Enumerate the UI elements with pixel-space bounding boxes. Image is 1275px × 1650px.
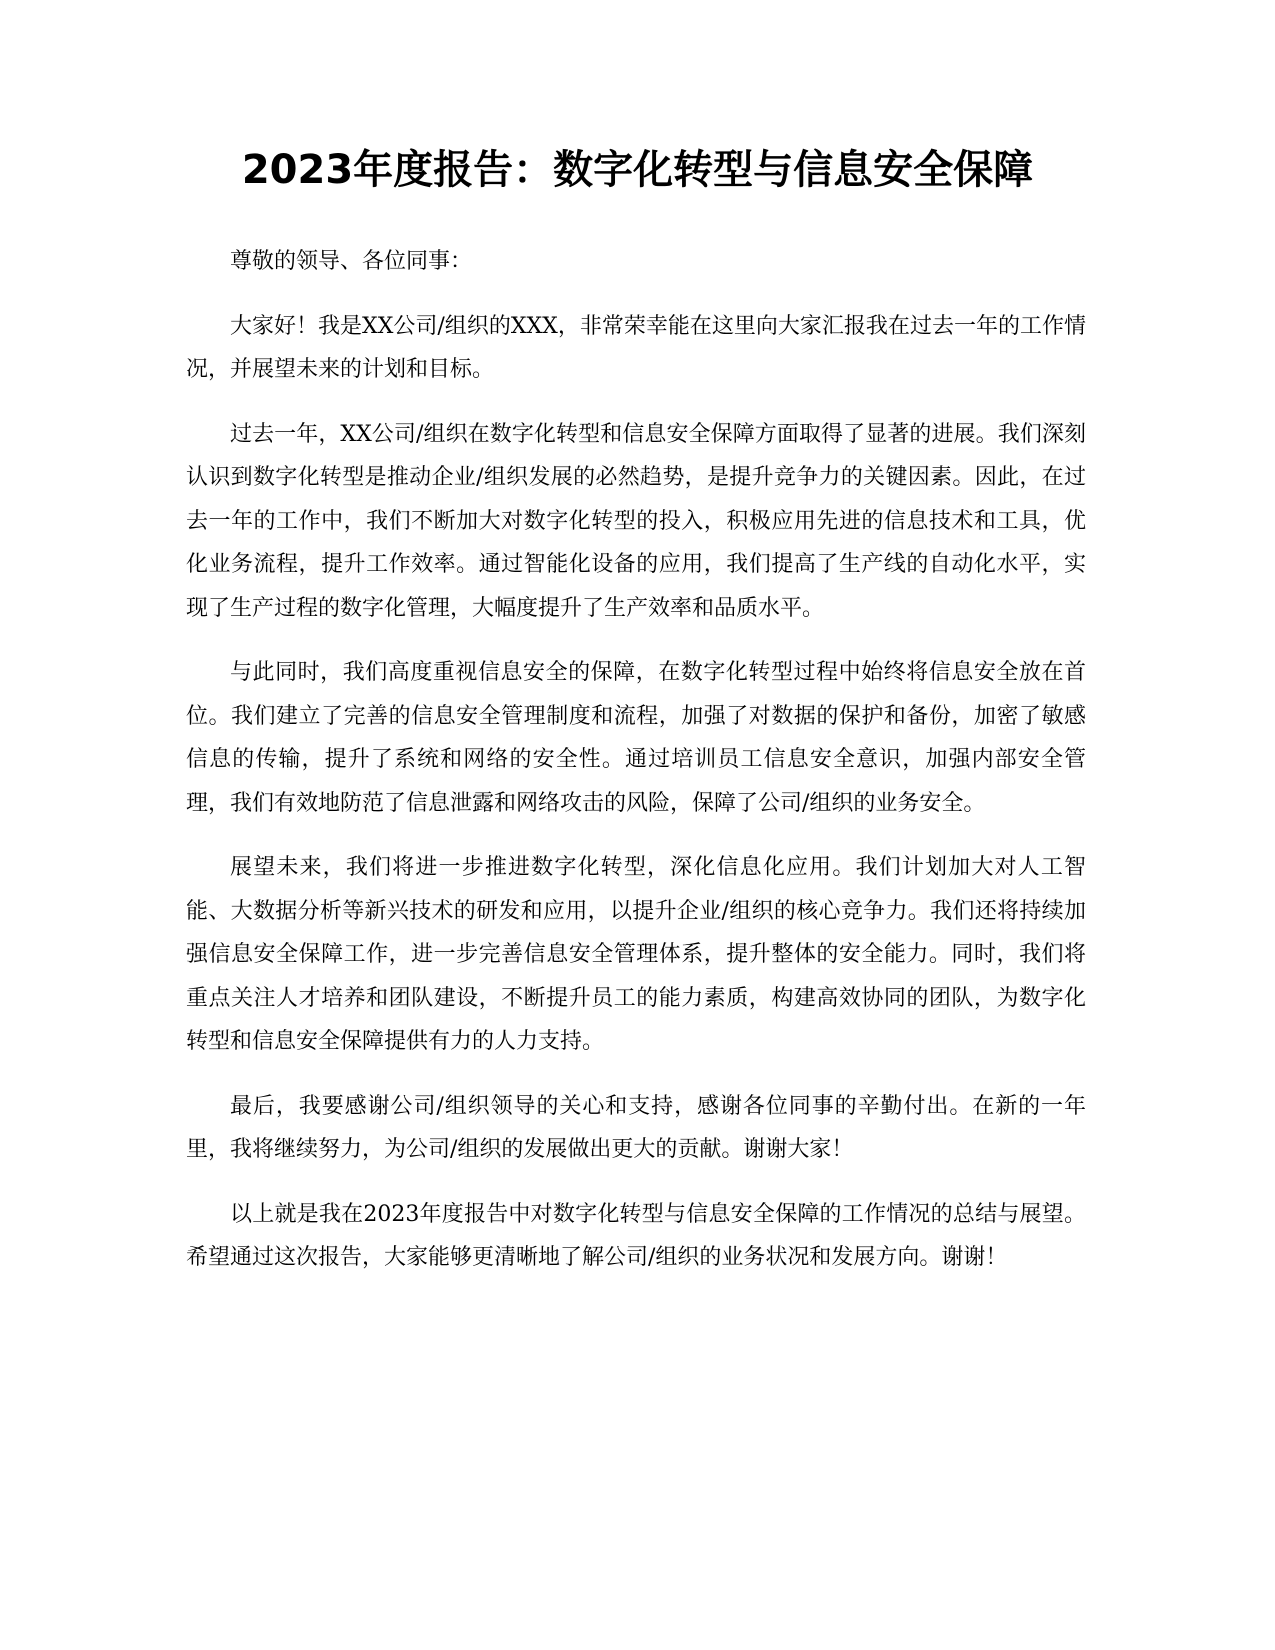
greeting-paragraph: 大家好！我是XX公司/组织的XXX，非常荣幸能在这里向大家汇报我在过去一年的工作情况，并展望未来的计划和目标。 — [186, 313, 1086, 382]
document-title: 2023年度报告：数字化转型与信息安全保障 — [241, 147, 1034, 193]
summary-paragraph: 以上就是我在2023年度报告中对数字化转型与信息安全保障的工作情况的总结与展望。希望通过这次报告，大家能够更清晰地了解公司/组织的业务状况和发展方向。谢谢！ — [186, 1201, 1086, 1270]
digital-transformation-paragraph: 过去一年，XX公司/组织在数字化转型和信息安全保障方面取得了显著的进展。我们深刻认识到数字化转型是推动企业/组织发展的必然趋势，是提升竞争力的关键因素。因此，在过去一年的工作中，我们不断加大对数字化转型的投入，积极应用先进的信息技术和工具，优化业务流程，提升工作效率。通过智能化设备的应用，我们提高了生产线的自动化水平，实现了生产过程的数字化管理，大幅度提升了生产效率和品质水平。 — [186, 421, 1086, 621]
thanks-paragraph: 最后，我要感谢公司/组织领导的关心和支持，感谢各位同事的辛勤付出。在新的一年里，我将继续努力，为公司/组织的发展做出更大的贡献。谢谢大家！ — [186, 1093, 1086, 1162]
information-security-paragraph: 与此同时，我们高度重视信息安全的保障，在数字化转型过程中始终将信息安全放在首位。我们建立了完善的信息安全管理制度和流程，加强了对数据的保护和备份，加密了敏感信息的传输，提升了系统和网络的安全性。通过培训员工信息安全意识，加强内部安全管理，我们有效地防范了信息泄露和网络攻击的风险，保障了公司/组织的业务安全。 — [186, 660, 1086, 816]
salutation-paragraph: 尊敬的领导、各位同事： — [230, 249, 473, 274]
future-outlook-paragraph: 展望未来，我们将进一步推进数字化转型，深化信息化应用。我们计划加大对人工智能、大数据分析等新兴技术的研发和应用，以提升企业/组织的核心竞争力。我们还将持续加强信息安全保障工作，进一步完善信息安全管理体系，提升整体的安全能力。同时，我们将重点关注人才培养和团队建设，不断提升员工的能力素质，构建高效协同的团队，为数字化转型和信息安全保障提供有力的人力支持。 — [186, 855, 1086, 1054]
document-body — [186, 240, 1086, 1301]
